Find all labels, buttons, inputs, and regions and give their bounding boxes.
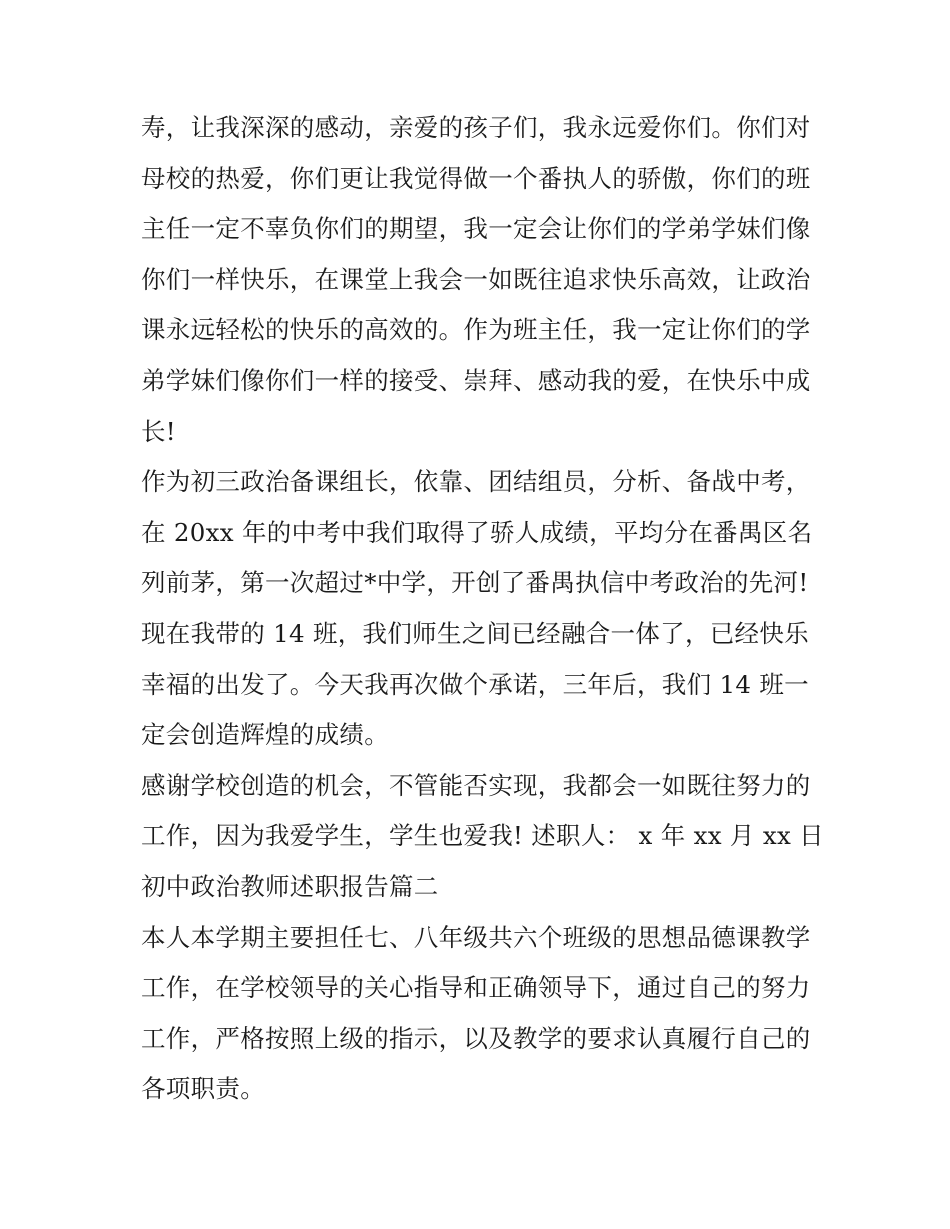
text-line: 工作，严格按照上级的指示，以及教学的要求认真履行自己的 (141, 1023, 811, 1053)
text-line: 长! (141, 416, 176, 446)
text-line: 弟学妹们像你们一样的接受、崇拜、感动我的爱，在快乐中成 (141, 365, 811, 395)
text-line: 作为初三政治备课组长，依靠、团结组员，分析、备战中考， (141, 467, 811, 497)
text-line: 主任一定不辜负你们的期望，我一定会让你们的学弟学妹们像 (141, 214, 811, 244)
text-line: 工作，因为我爱学生，学生也爱我! 述职人： x 年 xx 月 xx 日 (141, 821, 824, 851)
text-line: 母校的热爱，你们更让我觉得做一个番执人的骄傲，你们的班 (141, 163, 811, 193)
text-line: 现在我带的 14 班，我们师生之间已经融合一体了，已经快乐 (141, 618, 809, 648)
text-line: 感谢学校创造的机会，不管能否实现，我都会一如既往努力的 (141, 770, 811, 800)
text-line: 各项职责。 (141, 1074, 265, 1104)
text-line: 寿，让我深深的感动，亲爱的孩子们，我永远爱你们。你们对 (141, 113, 811, 142)
text-line: 课永远轻松的快乐的高效的。作为班主任，我一定让你们的学 (141, 315, 811, 345)
text-line: 本人本学期主要担任七、八年级共六个班级的思想品德课教学 (141, 922, 811, 952)
text-line: 列前茅，第一次超过*中学，开创了番禺执信中考政治的先河! (141, 568, 809, 598)
text-line: 幸福的出发了。今天我再次做个承诺，三年后，我们 14 班一 (141, 669, 809, 699)
text-line: 定会创造辉煌的成绩。 (141, 720, 389, 750)
section-heading: 初中政治教师述职报告篇二 (141, 871, 439, 901)
document-body (141, 103, 824, 1115)
text-line: 在 20xx 年的中考中我们取得了骄人成绩，平均分在番禺区名 (141, 517, 813, 547)
text-line: 工作，在学校领导的关心指导和正确领导下，通过自己的努力 (141, 973, 811, 1003)
text-line: 你们一样快乐，在课堂上我会一如既往追求快乐高效，让政治 (141, 264, 811, 294)
